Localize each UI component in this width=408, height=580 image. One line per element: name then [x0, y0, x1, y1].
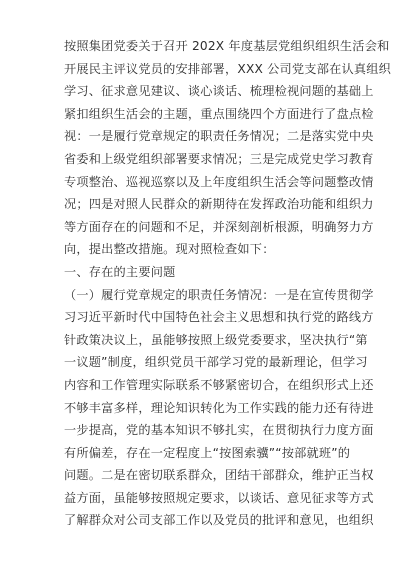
paragraph-line: 一议题”制度，组织党员干部学习党的最新理论，但学习 — [64, 355, 368, 370]
paragraph-line: 况；四是对照人民群众的新期待在发挥政治功能和组织力 — [64, 197, 374, 212]
paragraph-line: 了解群众对公司支部工作以及党员的批评和意见，也组织 — [64, 513, 374, 528]
paragraph-line: （一）履行党章规定的职责任务情况：一是在宣传贯彻学 — [64, 287, 374, 302]
paragraph-line: 视：一是履行党章规定的职责任务情况；二是落实党中央 — [64, 129, 374, 144]
paragraph-line: 不够丰富多样，理论知识转化为工作实践的能力还有待进 — [64, 400, 374, 415]
section-heading: 一、存在的主要问题 — [64, 264, 176, 279]
paragraph-line: 省委和上级党组织部署要求情况；三是完成党史学习教育 — [64, 151, 374, 166]
paragraph-line: 紧扣组织生活会的主题，重点围绕四个方面进行了盘点检 — [64, 106, 374, 121]
paragraph-last-line: 向，提出整改措施。现对照检查如下： — [64, 242, 275, 257]
paragraph-line: 有所偏差，存在一定程度上“按图索骥”“按部就班”的 — [64, 445, 351, 460]
paragraph-line: 内容和工作管理实际联系不够紧密切合，在组织形式上还 — [64, 377, 374, 392]
document-body — [64, 35, 392, 532]
paragraph-line: 针政策决议上，虽能够按照上级党委要求，坚决执行“第 — [64, 332, 368, 347]
paragraph-line: 一步提高，党的基本知识不够扎实，在贯彻执行力度方面 — [64, 423, 374, 438]
paragraph-line: 等方面存在的问题和不足，并深刻剖析根源，明确努力方 — [64, 219, 374, 234]
paragraph-line: 专项整治、巡视巡察以及上年度组织生活会等问题整改情 — [64, 174, 374, 189]
paragraph-line: 问题。二是在密切联系群众，团结干部群众，维护正当权 — [64, 468, 374, 483]
paragraph-line: 学习、征求意见建议、谈心谈话、梳理检视问题的基础上 — [64, 84, 374, 99]
paragraph-line: 益方面，虽能够按照规定要求，以谈话、意见征求等方式 — [64, 490, 374, 505]
paragraph-line: 习习近平新时代中国特色社会主义思想和执行党的路线方 — [64, 310, 374, 325]
paragraph-line: 开展民主评议党员的安排部署，XXX 公司党支部在认真组织 — [64, 61, 392, 76]
paragraph-line: 按照集团党委关于召开 202X 年度基层党组织组织生活会和 — [64, 39, 390, 53]
